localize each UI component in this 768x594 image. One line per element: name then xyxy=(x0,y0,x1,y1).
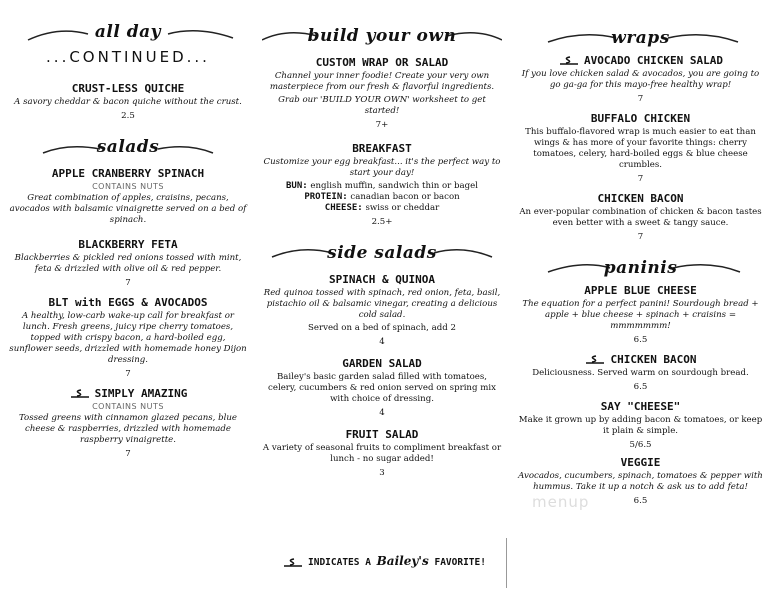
menu-item-chicken-bacon-wrap xyxy=(518,192,763,242)
item-price: 6.5 xyxy=(633,496,648,506)
favorite-icon xyxy=(584,354,606,366)
item-desc: Great combination of apples, craisins, pecans, avocados with balsamic vinaigrette served on a bed of spinach. xyxy=(9,193,247,225)
item-desc: The equation for a perfect panini! Sourdough bread + apple + blue cheese + spinach + craisins = mmmmmmm! xyxy=(522,299,759,331)
section-title: side salads xyxy=(327,243,437,263)
item-desc: An ever-popular combination of chicken & bacon tastes even better with a sweet & tangy sauce. xyxy=(519,207,762,228)
menu-item-simply-amazing xyxy=(8,387,248,459)
item-price: 7 xyxy=(637,94,644,104)
all-day-header xyxy=(8,18,248,46)
menu-item-avocado-chicken xyxy=(518,54,763,104)
option-protein: PROTEIN: canadian bacon or bacon xyxy=(304,192,460,202)
item-price: 6.5 xyxy=(633,335,648,345)
watermark: menup xyxy=(532,493,590,511)
item-price: 7 xyxy=(125,369,131,379)
item-desc: This buffalo-flavored wrap is much easier to eat than wings & has more of your favorite things: cherry tomatoes, celery, hard-boiled eggs & blue cheese crumbles. xyxy=(525,127,756,170)
section-title: build your own xyxy=(307,26,457,46)
divider xyxy=(506,538,507,588)
option-bun: BUN: english muffin, sandwich thin or bagel xyxy=(286,181,478,191)
salads-header xyxy=(8,133,248,161)
favorite-icon xyxy=(558,55,580,67)
continued-label: ...CONTINUED... xyxy=(46,48,210,66)
item-name: SPINACH & QUINOA xyxy=(329,273,435,286)
column-right xyxy=(518,0,763,506)
side-salads-header xyxy=(262,239,502,267)
menu-item-breakfast xyxy=(262,142,502,227)
item-price: 7 xyxy=(637,174,644,184)
item-desc: Channel your inner foodie! Create your very own masterpiece from our fresh & flavorful ingredients. xyxy=(269,71,495,92)
section-title: salads xyxy=(96,137,160,157)
menu-item-spinach-quinoa xyxy=(262,273,502,347)
section-title: all day xyxy=(94,22,162,42)
wraps-header xyxy=(518,24,763,52)
item-desc: Deliciousness. Served warm on sourdough bread. xyxy=(532,368,749,378)
item-desc: Blackberries & pickled red onions tossed with mint, feta & drizzled with olive oil & red pepper. xyxy=(14,253,242,274)
section-title: wraps xyxy=(611,28,670,48)
legend-text: INDICATES A xyxy=(308,557,371,568)
item-name: BUFFALO CHICKEN xyxy=(590,112,691,125)
item-price: 4 xyxy=(379,337,385,347)
item-price: 2.5 xyxy=(121,111,135,121)
nuts-note: CONTAINS NUTS xyxy=(92,402,164,411)
paninis-header xyxy=(518,254,763,282)
item-price: 7 xyxy=(125,449,131,459)
item-desc: Customize your egg breakfast... it's the perfect way to start your day! xyxy=(263,157,501,178)
item-price: 2.5+ xyxy=(371,217,393,227)
item-name: CUSTOM WRAP OR SALAD xyxy=(315,56,449,69)
item-desc: A savory cheddar & bacon quiche without the crust. xyxy=(14,97,242,107)
item-name: APPLE CRANBERRY SPINACH xyxy=(51,167,205,180)
item-desc: Bailey's basic garden salad filled with tomatoes, celery, cucumbers & red onion served on spring mix with choice of dressing. xyxy=(268,372,496,404)
item-name: FRUIT SALAD xyxy=(345,428,419,441)
menu-item-custom xyxy=(262,56,502,130)
item-name: CRUST-LESS QUICHE xyxy=(71,82,185,95)
menu-item-apple-cranberry xyxy=(8,167,248,226)
column-middle xyxy=(262,0,502,478)
menu-item-quiche xyxy=(8,82,248,121)
item-desc: Tossed greens with cinnamon glazed pecans, blue cheese & raspberries, drizzled with homemade raspberry vinaigrette. xyxy=(18,413,238,445)
item-name: AVOCADO CHICKEN SALAD xyxy=(583,54,724,67)
item-name: BLACKBERRY FETA xyxy=(78,238,178,251)
item-name: VEGGIE xyxy=(620,456,661,469)
menu-item-blackberry xyxy=(8,238,248,288)
item-name: CHICKEN BACON xyxy=(610,353,697,366)
favorite-icon xyxy=(69,388,91,400)
brand-name: Bailey's xyxy=(376,554,429,568)
item-name: SAY "CHEESE" xyxy=(600,400,681,413)
item-name: BLT with EGGS & AVOCADOS xyxy=(48,296,208,309)
menu-item-blt xyxy=(8,296,248,379)
favorite-icon xyxy=(282,557,304,569)
favorite-legend xyxy=(282,554,502,569)
item-desc-2: Grab our 'BUILD YOUR OWN' worksheet to get started! xyxy=(278,95,486,116)
menu-item-buffalo xyxy=(518,112,763,184)
item-name: BREAKFAST xyxy=(352,142,412,155)
menu-item-garden xyxy=(262,357,502,418)
section-title: paninis xyxy=(603,258,678,278)
item-name: GARDEN SALAD xyxy=(342,357,422,370)
menu-item-apple-blue-cheese xyxy=(518,284,763,345)
item-desc-2: Served on a bed of spinach, add 2 xyxy=(308,323,456,333)
item-price: 3 xyxy=(379,468,385,478)
item-price: 4 xyxy=(379,408,385,418)
item-desc: A healthy, low-carb wake-up call for breakfast or lunch. Fresh greens, juicy ripe cherry tomatoes, topped with crispy bacon, a hard-boiled egg, sunflower seeds, drizzled with homemade honey Dijon dressing. xyxy=(9,311,247,365)
item-price: 5/6.5 xyxy=(629,440,652,450)
item-desc: A variety of seasonal fruits to compliment breakfast or lunch - no sugar added! xyxy=(262,443,502,464)
item-desc: Red quinoa tossed with spinach, red onion, feta, basil, pistachio oil & balsamic vinegar, creating a delicious cold salad. xyxy=(263,288,501,320)
item-price: 7+ xyxy=(375,120,389,130)
item-price: 6.5 xyxy=(633,382,648,392)
legend-text-end: FAVORITE! xyxy=(434,557,486,568)
item-desc: Make it grown up by adding bacon & tomatoes, or keep it plain & simple. xyxy=(518,415,763,436)
option-cheese: CHEESE: swiss or cheddar xyxy=(324,203,440,213)
menu-item-fruit xyxy=(262,428,502,478)
item-desc: If you love chicken salad & avocados, you are going to go ga-ga for this mayo-free healthy wrap! xyxy=(521,69,760,90)
item-desc: Avocados, cucumbers, spinach, tomatoes & pepper with hummus. Take it up a notch & ask us to add feta! xyxy=(518,471,763,492)
menu-item-say-cheese xyxy=(518,400,763,450)
item-price: 7 xyxy=(637,232,644,242)
menu-item-chicken-bacon-panini xyxy=(518,353,763,392)
build-your-own-header xyxy=(262,22,502,50)
column-left xyxy=(8,0,248,459)
nuts-note: CONTAINS NUTS xyxy=(92,182,164,191)
item-price: 7 xyxy=(125,278,131,288)
item-name: APPLE BLUE CHEESE xyxy=(584,284,697,297)
item-name: SIMPLY AMAZING xyxy=(94,387,188,400)
item-name: CHICKEN BACON xyxy=(597,192,684,205)
